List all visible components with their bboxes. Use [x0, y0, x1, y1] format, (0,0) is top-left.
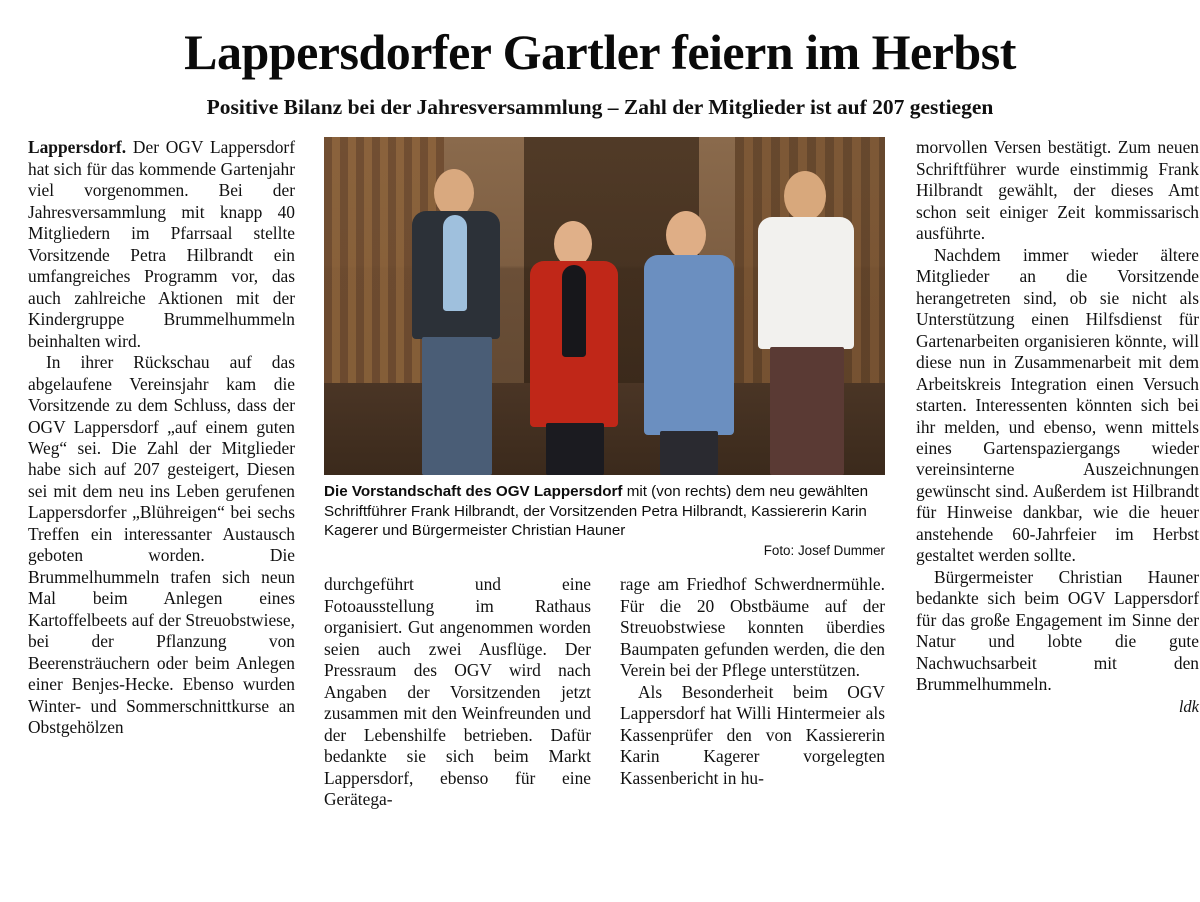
- text-column-1: [28, 137, 295, 739]
- photo-block: [324, 137, 885, 558]
- photo-person-legs: [546, 423, 604, 475]
- paragraph: Bürgermeister Christian Hauner bedankte sich beim OGV Lappersdorf für das große Engagement im Sinne der Natur und lobte die gute Nachwuchsarbeit mit den Brummelhummeln.: [916, 566, 1199, 695]
- paragraph: rage am Friedhof Schwerdnermühle. Für die 20 Obstbäume auf der Streuobstwiese konnten überdies Baumpaten gefunden werden, die den Verein bei der Pflege unterstützen.: [620, 574, 885, 681]
- photo-person-head: [666, 211, 706, 259]
- paragraph: durchgeführt und eine Fotoausstellung im Rathaus organisiert. Gut angenommen worden seien auch zwei Ausflüge. Der Pressraum des OGV wird nach Angaben der Vorsitzenden jetzt zusammen mit den Weinfreunden und der Lebenshilfe betrieben. Dafür bedankte sie sich beim Markt Lappersdorf, ebenso für eine Gerätega-: [324, 574, 591, 810]
- photo-caption-rest: mit (von rechts) dem neu gewählten Schriftführer Frank Hilbrandt, der Vorsitzenden Petra Hilbrandt, Kassiererin Karin Kagerer und Bürgermeister Christian Hauner: [324, 483, 869, 539]
- text-column-2: [324, 574, 591, 810]
- photo-person-legs: [660, 431, 718, 475]
- photo-person-head: [434, 169, 474, 217]
- page-title: Lappersdorfer Gartler feiern im Herbst: [184, 24, 1016, 80]
- text-column-3: [620, 574, 885, 789]
- article-photo: [324, 137, 885, 475]
- paragraph: morvollen Versen bestätigt. Zum neuen Schriftführer wurde einstimmig Frank Hilbrandt gewählt, der dieses Amt schon seit einiger Zeit kommissarisch ausführte.: [916, 137, 1199, 244]
- paragraph: Als Besonderheit beim OGV Lappersdorf hat Willi Hintermeier als Kassenprüfer den von Kassiererin Karin Kagerer vorgelegten Kassenbericht in hu-: [620, 681, 885, 788]
- subheadline: Positive Bilanz bei der Jahresversammlung – Zahl der Mitglieder ist auf 207 gestiegen: [206, 94, 994, 119]
- author-signature: ldk: [1178, 696, 1199, 716]
- photo-person-head: [784, 171, 826, 221]
- photo-person-2: [516, 185, 634, 475]
- paragraph: [28, 137, 295, 352]
- text-column-4: [916, 137, 1199, 717]
- paragraph: Nachdem immer wieder ältere Mitglieder an die Vorsitzende herangetreten sind, ob sie nicht als Unterstützung einen Hilfsdienst für Gartenarbeiten organisieren könnte, will diese nun in Zusammenarbeit mit dem Arbeitskreis Integration einen Versuch starten. Interessenten könnten sich bei ihr melden, und ebenso, wenn mittels eines Gartenspaziergangs wieder vereinsinterne Auszeichnungen gewünscht sind. Außerdem ist Hilbrandt für Hinweise dankbar, wie die heuer anstehende 60-Jahrfeier im Herbst gestaltet werden sollte.: [916, 244, 1199, 566]
- photo-credit: Foto: Josef Dummer: [763, 543, 885, 559]
- photo-person-4: [744, 169, 870, 475]
- photo-person-inner: [562, 265, 586, 357]
- newspaper-article-page: [0, 26, 1200, 902]
- photo-caption: [324, 482, 885, 540]
- photo-person-shirt: [443, 215, 467, 311]
- photo-person-shirt: [758, 217, 854, 349]
- photo-person-dress: [644, 255, 734, 435]
- photo-person-legs: [770, 347, 844, 475]
- photo-person-3: [630, 191, 748, 475]
- dateline: Lappersdorf.: [28, 137, 127, 158]
- photo-person-legs: [422, 337, 492, 475]
- paragraph-text: Der OGV Lappersdorf hat sich für das kommende Gartenjahr viel vorgenommen. Bei der Jahresversammlung mit knapp 40 Mitgliedern im Pfarrsaal stellte Vorsitzende Petra Hilbrandt ein umfangreiches Programm vor, das auch zahlreiche Aktionen mit der Kindergruppe Brummelhummeln beinhalten wird.: [28, 137, 295, 351]
- photo-person-1: [396, 163, 516, 475]
- photo-caption-lead: Die Vorstandschaft des OGV Lappersdorf: [324, 483, 623, 501]
- paragraph: In ihrer Rückschau auf das abgelaufene Vereinsjahr kam die Vorsitzende zu dem Schluss, dass der OGV Lappersdorf „auf einem guten Weg“ sei. Die Zahl der Mitglieder habe sich auf 207 gesteigert, Diesen sei mit dem neu ins Leben gerufenen Lappersdorfer „Blühreigen“ bei sechs Treffen ein interessanter Austausch geboten worden. Die Brummelhummeln trafen sich neun Mal beim Anlegen eines Kartoffelbeets auf der Streuobstwiese, bei der Pflanzung von Beerensträuchern oder beim Anlegen einer Benjes-Hecke. Ebenso wurden Winter- und Sommerschnittkurse an Obstgehölzen: [28, 352, 295, 738]
- article-body: [28, 137, 1199, 827]
